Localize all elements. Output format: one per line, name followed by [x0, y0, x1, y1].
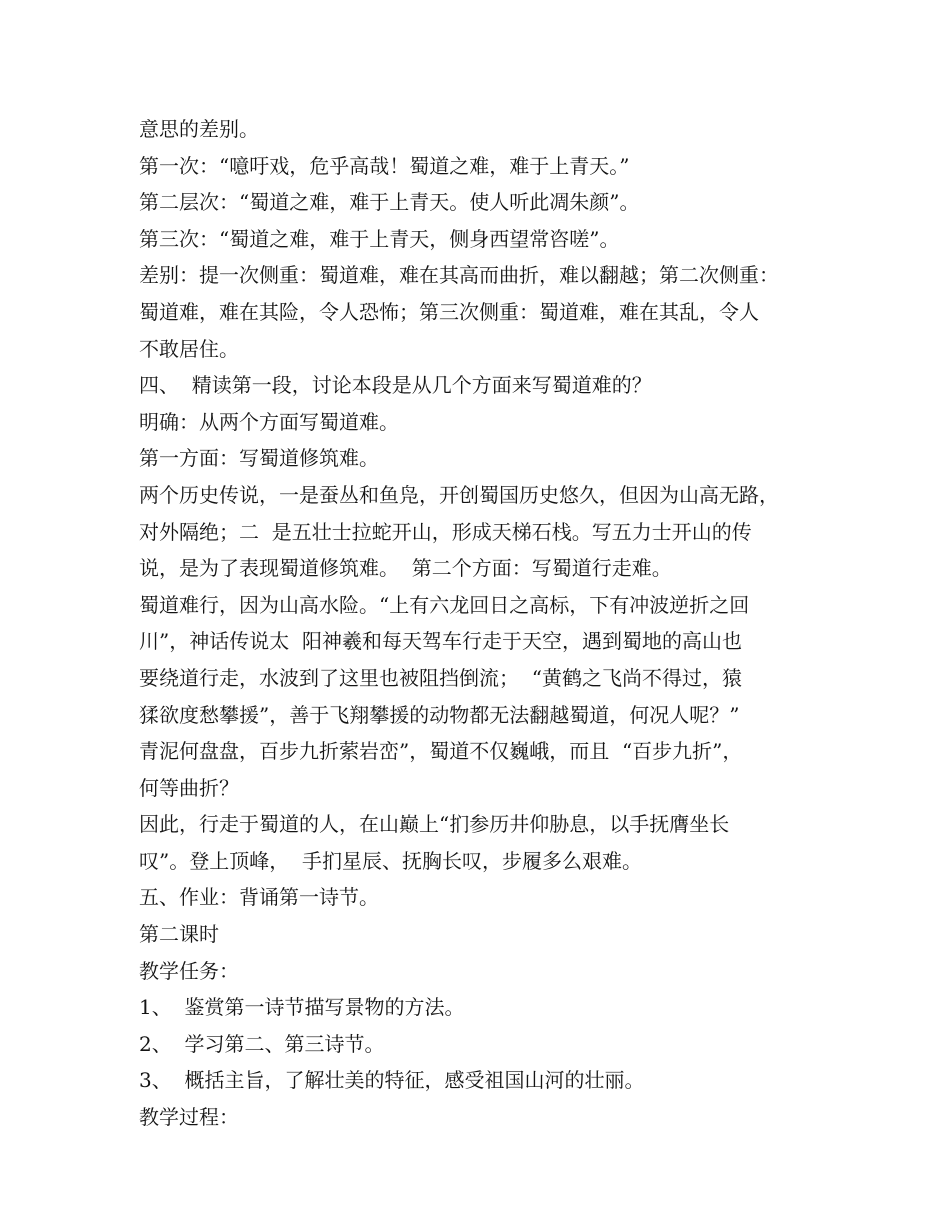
text-line: 两个历史传说，一是蚕丛和鱼凫，开创蜀国历史悠久，但因为山高无路， — [139, 482, 779, 507]
document-body — [139, 111, 829, 1136]
text-line: 说，是为了表现蜀道修筑难。 第二个方面：写蜀道行走难。 — [139, 556, 672, 581]
text-line: 要绕道行走，水波到了这里也被阻挡倒流； “黄鹤之飞尚不得过，猿 — [139, 665, 742, 690]
text-line: 差别：提一次侧重：蜀道难，难在其高而曲折，难以翻越；第二次侧重： — [139, 263, 779, 288]
text-line: 猱欲度愁攀援”，善于飞翔攀援的动物都无法翻越蜀道，何况人呢？” — [139, 702, 740, 727]
text-line: 因此，行走于蜀道的人，在山巅上“扪参历井仰胁息，以手抚膺坐长 — [139, 812, 730, 837]
text-line: 第一方面：写蜀道修筑难。 — [139, 446, 379, 471]
section-heading: 四、 精读第一段，讨论本段是从几个方面来写蜀道难的？ — [139, 373, 652, 398]
text-line: 第二层次：“蜀道之难，难于上青天。使人听此凋朱颜”。 — [139, 190, 640, 215]
list-item: 2、 学习第二、第三诗节。 — [139, 1031, 385, 1056]
text-line: 叹”。登上顶峰， 手扪星辰、抚胸长叹，步履多么艰难。 — [139, 848, 642, 873]
text-line: 意思的差别。 — [139, 117, 259, 141]
text-line: 教学任务： — [139, 958, 239, 983]
text-line: 川”，神话传说太 阳神羲和每天驾车行走于天空，遇到蜀地的高山也 — [139, 629, 742, 654]
text-line: 蜀道难行，因为山高水险。“上有六龙回日之高标，下有冲波逆折之回 — [139, 592, 750, 617]
text-line: 第三次：“蜀道之难，难于上青天，侧身西望常咨嗟”。 — [139, 226, 620, 251]
text-line: 对外隔绝；二 是五壮士拉蛇开山，形成天梯石栈。写五力士开山的传 — [139, 519, 752, 544]
list-item: 1、 鉴赏第一诗节描写景物的方法。 — [139, 995, 465, 1020]
text-line: 何等曲折？ — [139, 775, 239, 800]
text-line: 教学过程： — [139, 1105, 239, 1130]
text-line: 不敢居住。 — [139, 336, 239, 361]
text-line: 蜀道难，难在其险，令人恐怖；第三次侧重：蜀道难，难在其乱，令人 — [139, 299, 759, 324]
text-line: 第一次：“噫吁戏，危乎高哉！蜀道之难，难于上青天。” — [139, 153, 630, 178]
section-heading: 五、作业：背诵第一诗节。 — [139, 885, 379, 910]
lesson-heading: 第二课时 — [139, 922, 219, 947]
list-item: 3、 概括主旨，了解壮美的特征，感受祖国山河的壮丽。 — [139, 1068, 645, 1093]
text-line: 明确：从两个方面写蜀道难。 — [139, 409, 399, 434]
text-line: 青泥何盘盘，百步九折萦岩峦”，蜀道不仅巍峨，而且 “百步九折”， — [139, 739, 743, 764]
